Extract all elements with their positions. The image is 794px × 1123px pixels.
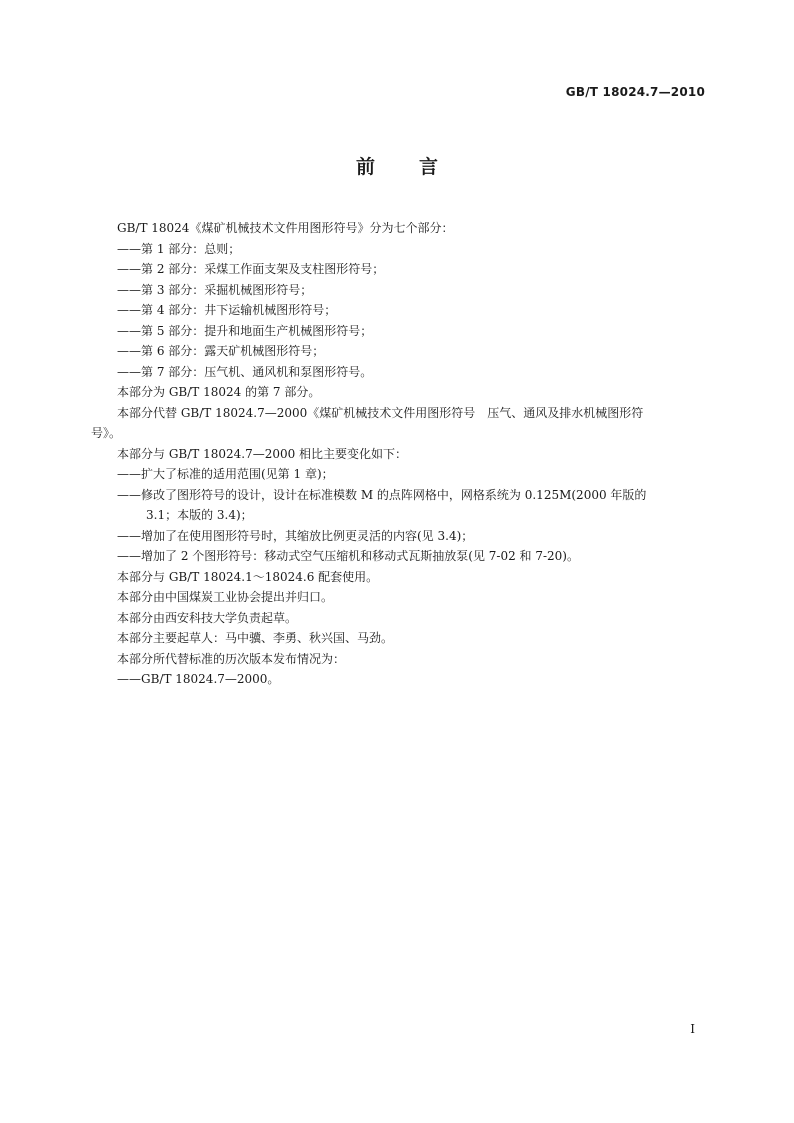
list-item-part-4: ——第 4 部分：井下运输机械图形符号； xyxy=(117,303,337,317)
standard-code: GB/T 18024.7—2010 xyxy=(565,85,705,99)
list-item-part-5: ——第 5 部分：提升和地面生产机械图形符号； xyxy=(117,323,373,338)
paragraph-replaces-line-1: 本部分代替 GB/T 18024.7—2000《煤矿机械技术文件用图形符号 压气、通风及排水机械图形符 xyxy=(117,405,644,420)
paragraph-this-part: 本部分为 GB/T 18024 的第 7 部分。 xyxy=(117,385,321,399)
paragraph-replaces-line-2: 号》。 xyxy=(91,426,122,440)
list-item-part-6: ——第 6 部分：露天矿机械图形符号； xyxy=(117,344,325,358)
page-number: I xyxy=(690,1022,695,1036)
title-char-2: 言 xyxy=(419,156,439,178)
paragraph-history-intro: 本部分所代替标准的历次版本发布情况为： xyxy=(117,651,346,666)
paragraph-drafted-by: 本部分由西安科技大学负责起草。 xyxy=(117,610,298,625)
list-item-change-4: ——增加了 2 个图形符号：移动式空气压缩机和移动式瓦斯抽放泵(见 7-02 和 7-20)。 xyxy=(117,549,579,563)
list-item-part-7: ——第 7 部分：压气机、通风机和泵图形符号。 xyxy=(117,364,373,379)
paragraph-used-with: 本部分与 GB/T 18024.1～18024.6 配套使用。 xyxy=(117,569,379,584)
list-item-change-3: ——增加了在使用图形符号时，其缩放比例更灵活的内容(见 3.4)； xyxy=(117,528,474,543)
paragraph-proposed-by: 本部分由中国煤炭工业协会提出并归口。 xyxy=(117,590,334,604)
list-item-change-2-line-2: 3.1；本版的 3.4)； xyxy=(146,508,253,522)
list-item-part-1: ——第 1 部分：总则； xyxy=(117,241,241,256)
page-title xyxy=(0,152,794,179)
list-item-part-3: ——第 3 部分：采掘机械图形符号； xyxy=(117,282,313,297)
list-item-part-2: ——第 2 部分：采煤工作面支架及支柱图形符号； xyxy=(117,262,385,276)
title-char-1: 前 xyxy=(355,156,375,178)
paragraph-drafters: 本部分主要起草人：马中骥、李勇、秋兴国、马劲。 xyxy=(117,631,394,645)
paragraph-changes-intro: 本部分与 GB/T 18024.7—2000 相比主要变化如下： xyxy=(117,446,408,461)
list-item-history-1: ——GB/T 18024.7—2000。 xyxy=(117,672,280,686)
foreword-body xyxy=(91,218,704,690)
paragraph-parts-intro: GB/T 18024《煤矿机械技术文件用图形符号》分为七个部分： xyxy=(117,221,454,235)
list-item-change-1: ——扩大了标准的适用范围(见第 1 章)； xyxy=(117,467,334,481)
list-item-change-2-line-1: ——修改了图形符号的设计，设计在标准模数 M 的点阵网格中，网格系统为 0.125M(2000 年版的 xyxy=(117,487,647,502)
